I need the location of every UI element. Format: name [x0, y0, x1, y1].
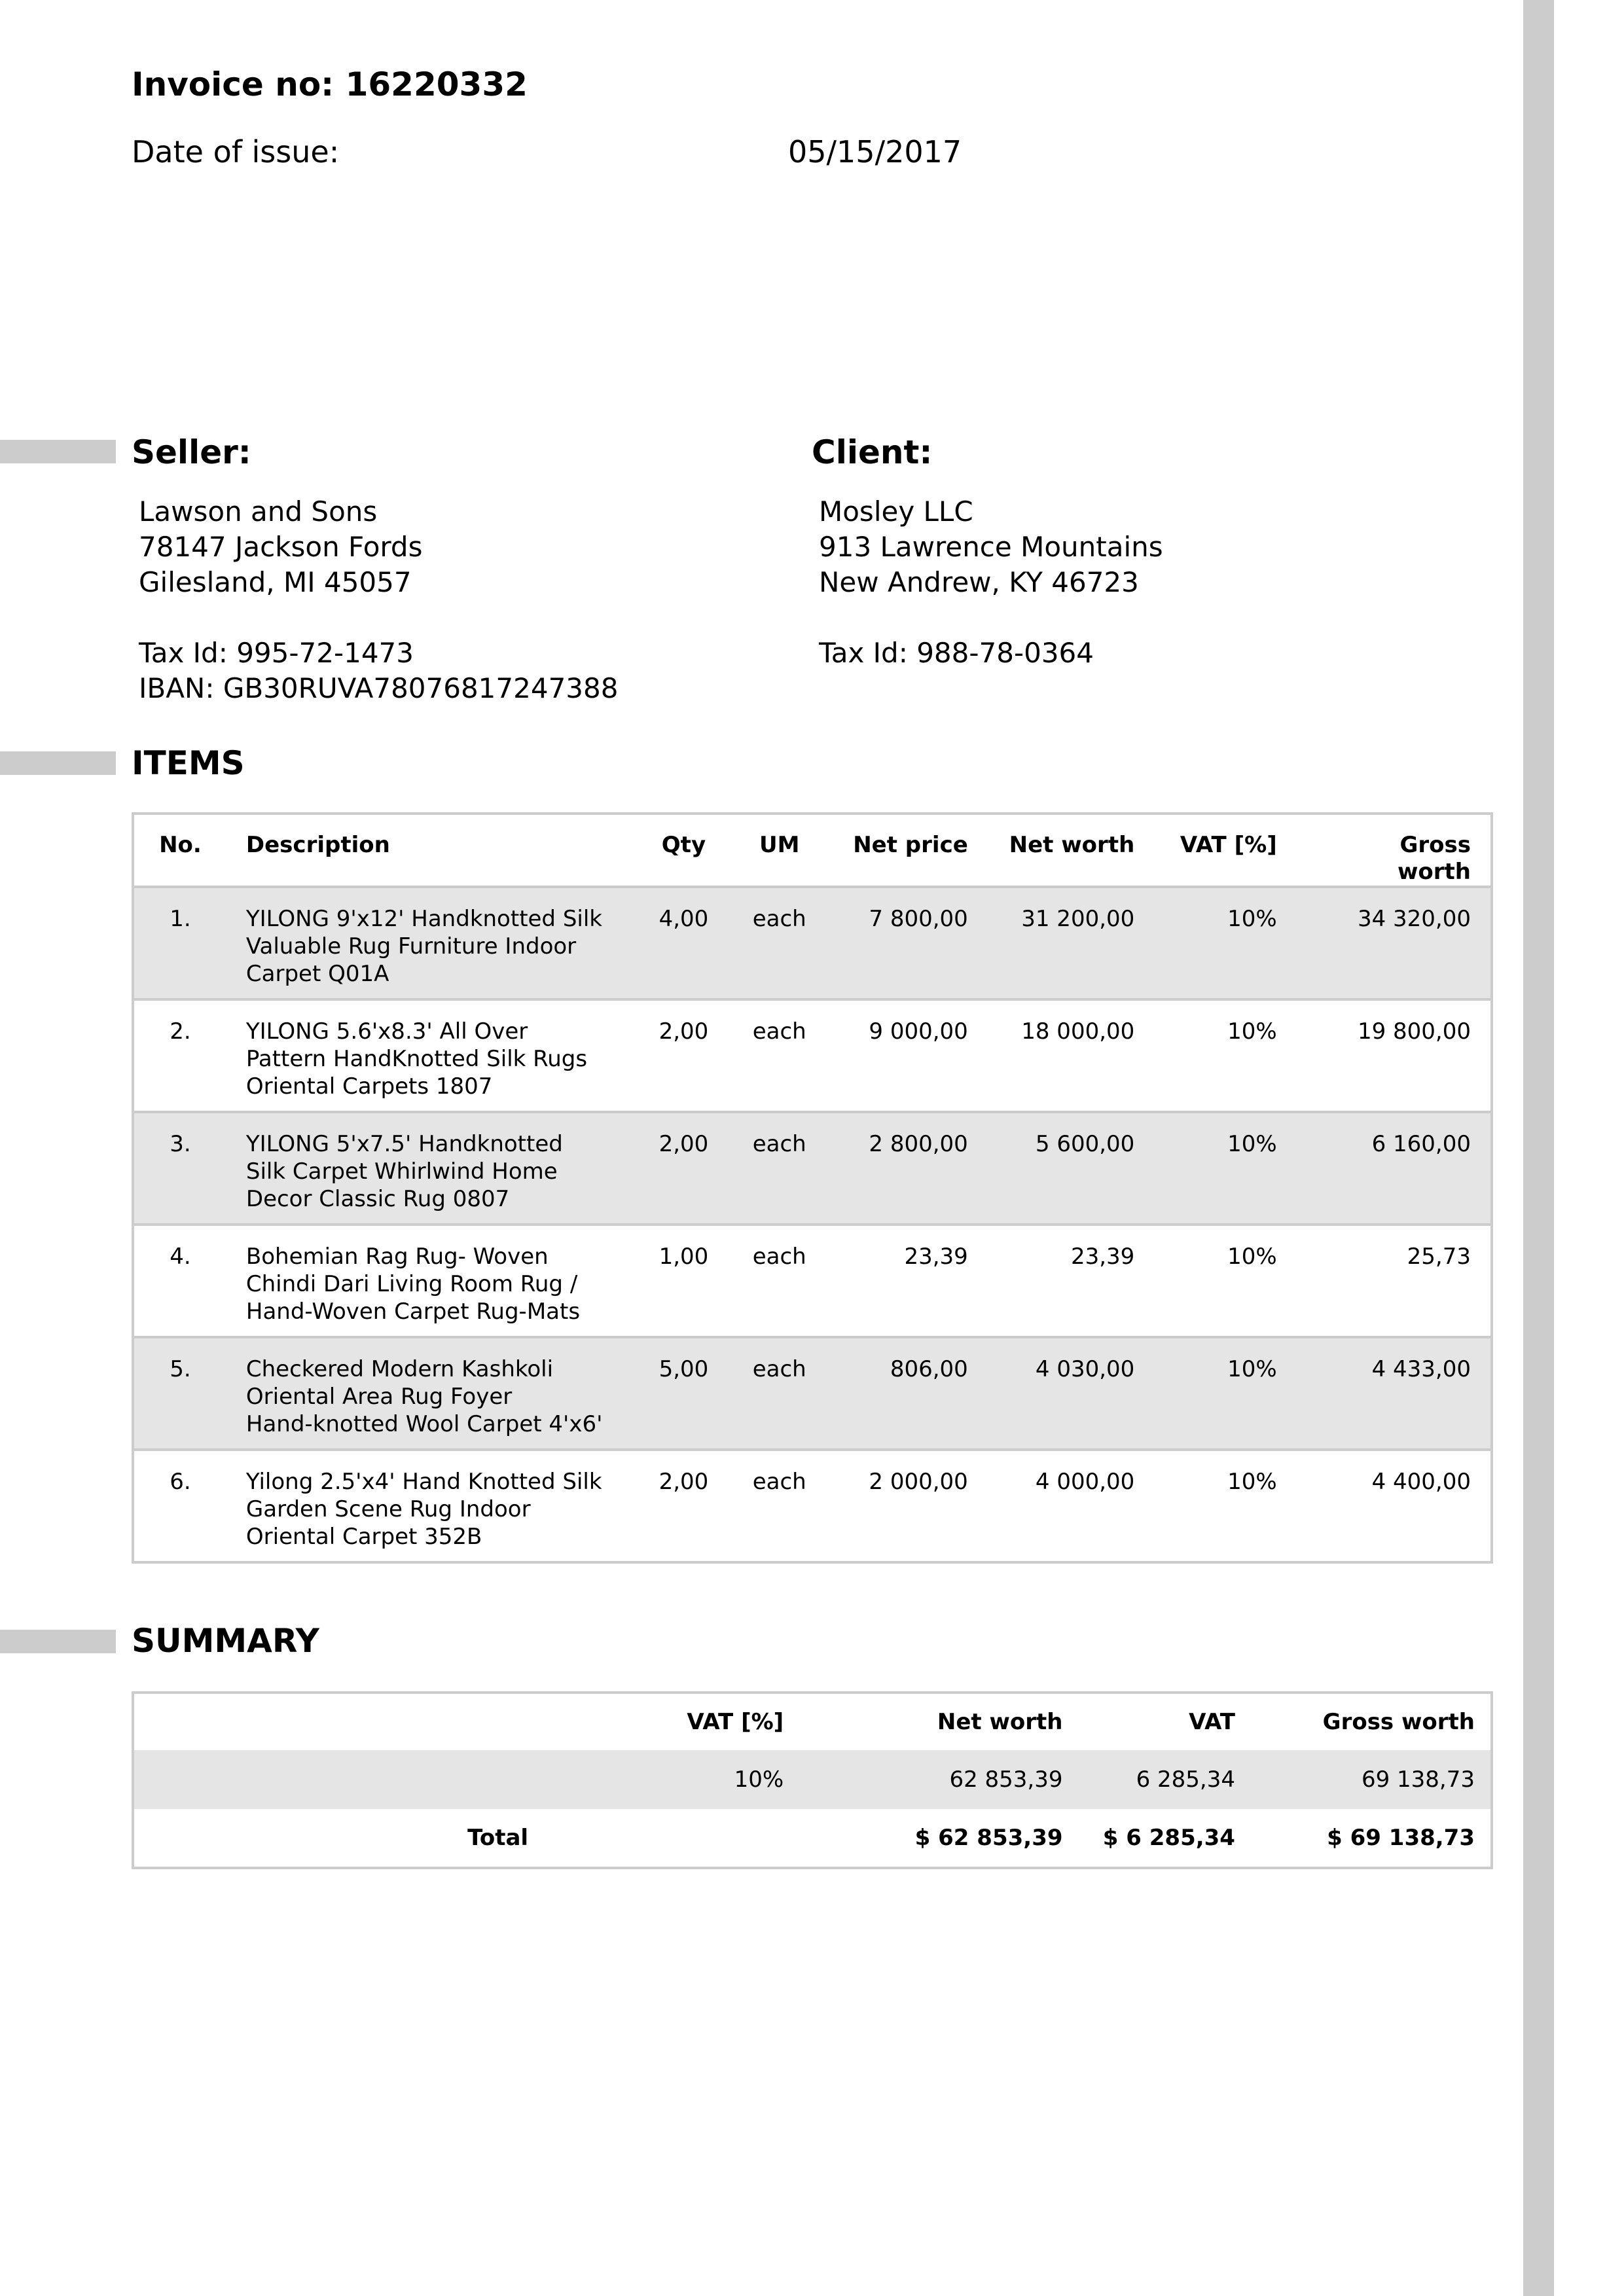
item-um: each: [752, 906, 806, 932]
item-vat: 10%: [1227, 1244, 1277, 1270]
item-gross-worth: 4 433,00: [1371, 1356, 1471, 1382]
table-row: [133, 1337, 1492, 1450]
item-um: each: [752, 1469, 806, 1495]
items-table: [132, 812, 1493, 1564]
col-vat-header: VAT [%]: [1180, 832, 1277, 858]
client-city: New Andrew, KY 46723: [819, 566, 1139, 598]
seller-name: Lawson and Sons: [139, 495, 378, 528]
item-description: [226, 1450, 640, 1562]
item-vat: 10%: [1227, 1469, 1277, 1495]
col-net-worth-header: Net worth: [1009, 832, 1135, 858]
summary-total-row: [133, 1809, 1492, 1868]
seller-details: [139, 494, 618, 706]
page-edge-bar: [1523, 0, 1554, 2296]
desc-line: Checkered Modern Kashkoli: [245, 1356, 554, 1382]
item-net-worth: 4 030,00: [1035, 1356, 1135, 1382]
col-gross-worth-header: [1297, 814, 1492, 887]
client-name: Mosley LLC: [819, 495, 973, 528]
item-description: [226, 1112, 640, 1225]
summary-section-marker: [0, 1630, 116, 1653]
client-spacer: [819, 600, 1163, 636]
client-details: [819, 494, 1163, 671]
item-net-worth: 23,39: [1070, 1244, 1135, 1270]
desc-line: Bohemian Rag Rug- Woven: [245, 1244, 549, 1270]
seller-street: 78147 Jackson Fords: [139, 531, 423, 563]
summary-blank-header: [133, 1693, 544, 1750]
summary-table: [132, 1691, 1493, 1869]
item-description: [226, 999, 640, 1112]
summary-vat-rate-header: VAT [%]: [687, 1709, 784, 1735]
items-title: ITEMS: [132, 744, 245, 782]
item-description: [226, 887, 640, 999]
col-description-header: Description: [245, 832, 390, 858]
summary-header-row: [133, 1693, 1492, 1750]
item-gross-worth: 4 400,00: [1371, 1469, 1471, 1495]
table-row: [133, 1450, 1492, 1562]
item-vat: 10%: [1227, 1356, 1277, 1382]
table-row: [133, 1225, 1492, 1337]
summary-vat-rate: 10%: [734, 1767, 784, 1793]
col-qty-header: Qty: [661, 832, 706, 858]
desc-line: Chindi Dari Living Room Rug /: [245, 1271, 578, 1297]
item-um: each: [752, 1244, 806, 1270]
desc-line: Hand-knotted Wool Carpet 4'x6': [245, 1411, 603, 1437]
item-qty: 2,00: [659, 1469, 709, 1495]
item-net-price: 7 800,00: [869, 906, 968, 932]
summary-row: [133, 1750, 1492, 1809]
desc-line: Valuable Rug Furniture Indoor: [245, 933, 577, 960]
table-row: [133, 1112, 1492, 1225]
desc-line: Yilong 2.5'x4' Hand Knotted Silk: [245, 1469, 602, 1495]
desc-line: Garden Scene Rug Indoor: [245, 1496, 531, 1522]
item-net-price: 23,39: [904, 1244, 968, 1270]
gross-header-line-1: Gross: [1399, 832, 1471, 858]
item-qty: 4,00: [659, 906, 709, 932]
item-vat: 10%: [1227, 1018, 1277, 1045]
issue-date-value: 05/15/2017: [788, 134, 962, 170]
item-gross-worth: 19 800,00: [1357, 1018, 1471, 1045]
item-um: each: [752, 1131, 806, 1157]
summary-blank-cell: [133, 1750, 544, 1809]
item-vat: 10%: [1227, 1131, 1277, 1157]
item-net-worth: 5 600,00: [1035, 1131, 1135, 1157]
desc-line: Oriental Area Rug Foyer: [245, 1384, 513, 1410]
total-vat: $ 6 285,34: [1102, 1825, 1235, 1851]
item-um: each: [752, 1018, 806, 1045]
desc-line: Hand-Woven Carpet Rug-Mats: [245, 1299, 581, 1325]
invoice-number: Invoice no: 16220332: [132, 65, 528, 103]
desc-line: Decor Classic Rug 0807: [245, 1186, 510, 1212]
col-no-header: No.: [159, 832, 202, 858]
desc-line: Oriental Carpet 352B: [245, 1524, 482, 1550]
client-tax-id: Tax Id: 988-78-0364: [819, 637, 1094, 669]
summary-vat: 6 285,34: [1136, 1767, 1235, 1793]
desc-line: Silk Carpet Whirlwind Home: [245, 1158, 558, 1185]
items-header-row: [133, 814, 1492, 887]
desc-line: Pattern HandKnotted Silk Rugs: [245, 1046, 588, 1072]
seller-spacer: [139, 600, 618, 636]
client-street: 913 Lawrence Mountains: [819, 531, 1163, 563]
items-section-marker: [0, 751, 116, 775]
item-net-price: 2 000,00: [869, 1469, 968, 1495]
total-blank-cell: [544, 1809, 799, 1868]
seller-city: Gilesland, MI 45057: [139, 566, 412, 598]
client-title: Client:: [812, 433, 933, 471]
summary-gross-worth-header: Gross worth: [1322, 1709, 1475, 1735]
item-description: [226, 1225, 640, 1337]
item-um: each: [752, 1356, 806, 1382]
seller-title: Seller:: [132, 433, 251, 471]
seller-iban: IBAN: GB30RUVA78076817247388: [139, 672, 619, 704]
item-no: 1.: [170, 906, 191, 932]
gross-header-line-2: worth: [1398, 859, 1471, 885]
item-net-worth: 18 000,00: [1021, 1018, 1135, 1045]
item-no: 6.: [170, 1469, 191, 1495]
total-net-worth: $ 62 853,39: [914, 1825, 1063, 1851]
item-net-price: 9 000,00: [869, 1018, 968, 1045]
item-qty: 1,00: [659, 1244, 709, 1270]
item-description: [226, 1337, 640, 1450]
desc-line: YILONG 5.6'x8.3' All Over: [245, 1018, 528, 1045]
item-vat: 10%: [1227, 906, 1277, 932]
item-qty: 5,00: [659, 1356, 709, 1382]
table-row: [133, 887, 1492, 999]
item-no: 2.: [170, 1018, 191, 1045]
summary-net-worth: 62 853,39: [949, 1767, 1063, 1793]
summary-gross-worth: 69 138,73: [1361, 1767, 1475, 1793]
item-net-price: 2 800,00: [869, 1131, 968, 1157]
summary-title: SUMMARY: [132, 1622, 319, 1660]
summary-vat-header: VAT: [1189, 1709, 1235, 1735]
seller-tax-id: Tax Id: 995-72-1473: [139, 637, 414, 669]
desc-line: Oriental Carpets 1807: [245, 1073, 493, 1100]
col-net-price-header: Net price: [853, 832, 968, 858]
item-net-worth: 31 200,00: [1021, 906, 1135, 932]
item-gross-worth: 6 160,00: [1371, 1131, 1471, 1157]
item-net-worth: 4 000,00: [1035, 1469, 1135, 1495]
item-qty: 2,00: [659, 1018, 709, 1045]
desc-line: YILONG 9'x12' Handknotted Silk: [245, 906, 602, 932]
total-label: Total: [467, 1825, 529, 1851]
seller-section-marker: [0, 440, 116, 463]
col-um-header: UM: [759, 832, 800, 858]
item-no: 5.: [170, 1356, 191, 1382]
table-row: [133, 999, 1492, 1112]
item-no: 3.: [170, 1131, 191, 1157]
item-gross-worth: 34 320,00: [1357, 906, 1471, 932]
summary-net-worth-header: Net worth: [937, 1709, 1063, 1735]
item-qty: 2,00: [659, 1131, 709, 1157]
total-gross-worth: $ 69 138,73: [1327, 1825, 1475, 1851]
item-gross-worth: 25,73: [1407, 1244, 1471, 1270]
item-net-price: 806,00: [890, 1356, 968, 1382]
desc-line: Carpet Q01A: [245, 961, 389, 987]
item-no: 4.: [170, 1244, 191, 1270]
issue-date-label: Date of issue:: [132, 134, 340, 170]
desc-line: YILONG 5'x7.5' Handknotted: [245, 1131, 563, 1157]
